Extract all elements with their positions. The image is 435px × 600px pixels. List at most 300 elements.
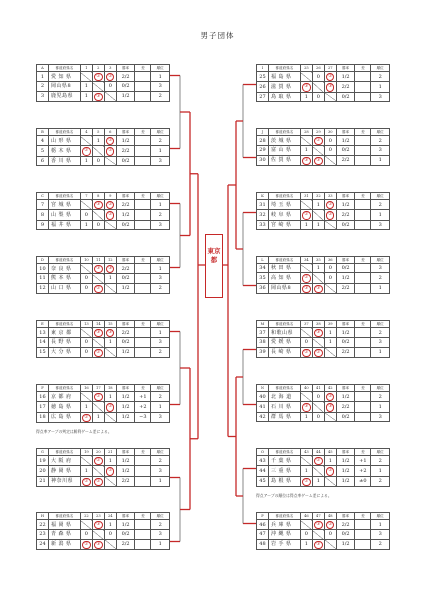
header-cell: 順位 xyxy=(371,257,390,264)
group-table-l xyxy=(256,256,390,294)
point-diff xyxy=(135,456,151,466)
group-header-row xyxy=(37,65,170,72)
team-row xyxy=(257,539,390,549)
team-number: 36 xyxy=(257,283,269,293)
point-diff xyxy=(135,220,151,229)
header-cell: 40 xyxy=(300,385,312,392)
team-name: 富 山 県 xyxy=(268,146,300,155)
team-number: 15 xyxy=(37,347,49,357)
header-cell: 勝率 xyxy=(336,385,355,392)
header-cell: 勝率 xyxy=(336,193,355,200)
match-score-cell: 0 xyxy=(80,210,92,220)
self-match-cell xyxy=(104,220,116,229)
match-score-cell xyxy=(104,72,116,82)
header-cell: 差 xyxy=(135,513,151,520)
group-rank: 1 xyxy=(151,476,170,486)
match-score-cell xyxy=(80,476,92,486)
win-rate: 0/2 xyxy=(336,338,355,347)
header-cell: 6 xyxy=(104,129,116,136)
team-number: 48 xyxy=(257,539,269,549)
team-row xyxy=(37,466,170,476)
group-rank: 3 xyxy=(371,264,390,273)
match-score-cell: 1 xyxy=(312,200,324,210)
team-row xyxy=(37,412,170,422)
self-match-cell xyxy=(104,539,116,549)
header-cell: 7 xyxy=(80,193,92,200)
self-match-cell xyxy=(92,82,104,91)
win-score-circle: ② xyxy=(94,393,102,401)
header-cell: 14 xyxy=(92,321,104,328)
win-rate: 0/2 xyxy=(116,82,135,91)
point-diff xyxy=(355,146,371,155)
win-score-circle: ② xyxy=(106,201,114,209)
match-score-cell: 1 xyxy=(324,456,336,466)
group-rank: 2 xyxy=(151,347,170,357)
win-score-circle: ② xyxy=(94,478,102,486)
group-table-f xyxy=(36,384,170,423)
point-diff xyxy=(135,72,151,82)
header-cell: 順位 xyxy=(151,513,170,520)
team-number: 18 xyxy=(37,412,49,422)
self-match-cell xyxy=(92,530,104,539)
team-name: 新 潟 県 xyxy=(48,539,80,549)
group-rank: 2 xyxy=(371,456,390,466)
team-row xyxy=(257,476,390,486)
header-cell: 23 xyxy=(92,513,104,520)
group-rank: 1 xyxy=(151,328,170,338)
win-rate: 1/2 xyxy=(336,200,355,210)
match-score-cell xyxy=(312,539,324,549)
match-score-cell xyxy=(312,328,324,338)
team-number: 40 xyxy=(257,392,269,402)
team-row xyxy=(257,402,390,412)
win-score-circle: ② xyxy=(94,349,102,357)
win-rate: 1/2 xyxy=(336,456,355,466)
win-rate: 1/2 xyxy=(336,72,355,82)
win-score-circle: ② xyxy=(82,147,90,155)
win-score-circle: ② xyxy=(302,274,310,282)
team-name: 大 分 県 xyxy=(48,347,80,357)
self-match-cell xyxy=(92,146,104,156)
win-rate: 0/2 xyxy=(336,146,355,155)
team-name: 宮 城 県 xyxy=(48,200,80,210)
match-score-cell xyxy=(312,456,324,466)
win-score-circle: ② xyxy=(326,393,334,401)
group-header-row xyxy=(37,257,170,264)
win-rate: 0/2 xyxy=(116,156,135,165)
header-cell: 16 xyxy=(80,385,92,392)
match-score-cell xyxy=(324,210,336,220)
header-cell: 差 xyxy=(355,385,371,392)
team-name: 千 葉 県 xyxy=(268,456,300,466)
self-match-cell xyxy=(92,466,104,476)
win-score-circle: ③ xyxy=(302,403,310,411)
match-score-cell: 1 xyxy=(300,412,312,421)
header-cell: 勝率 xyxy=(116,449,135,456)
win-rate: 2/2 xyxy=(116,200,135,210)
self-match-cell xyxy=(312,402,324,412)
group-rank: 1 xyxy=(371,520,390,530)
point-diff xyxy=(355,520,371,530)
self-match-cell xyxy=(104,476,116,486)
match-score-cell: 1 xyxy=(80,220,92,229)
team-number: 33 xyxy=(257,220,269,229)
header-cell: 勝率 xyxy=(116,385,135,392)
point-diff xyxy=(355,530,371,539)
match-score-cell xyxy=(312,136,324,146)
team-number: 22 xyxy=(37,520,49,530)
win-score-circle: ② xyxy=(326,73,334,81)
win-rate: 1/2 xyxy=(336,392,355,402)
group-header-row xyxy=(37,449,170,456)
match-score-cell: 1 xyxy=(104,392,116,402)
match-score-cell xyxy=(300,155,312,165)
group-rank: 3 xyxy=(371,220,390,229)
point-diff: +2 xyxy=(355,466,371,476)
group-rank: 3 xyxy=(371,338,390,347)
team-row xyxy=(37,328,170,338)
left-note: 得点率アーブの判定は勝利ゲーム差による。 xyxy=(36,429,112,434)
self-match-cell xyxy=(300,264,312,273)
team-row xyxy=(257,200,390,210)
team-row xyxy=(257,220,390,229)
group-header-row xyxy=(37,193,170,200)
match-score-cell: 1 xyxy=(312,220,324,229)
header-cell: 20 xyxy=(92,449,104,456)
header-cell: 10 xyxy=(80,257,92,264)
team-name: 山 口 県 xyxy=(48,283,80,293)
group-rank: 3 xyxy=(151,338,170,347)
header-cell: 36 xyxy=(324,257,336,264)
point-diff xyxy=(355,283,371,293)
header-cell: 47 xyxy=(312,513,324,520)
point-diff xyxy=(135,82,151,91)
header-cell: 45 xyxy=(324,449,336,456)
header-cell: 11 xyxy=(92,257,104,264)
team-row xyxy=(257,347,390,357)
group-header-row xyxy=(257,129,390,136)
team-row xyxy=(257,264,390,273)
header-cell: 17 xyxy=(92,385,104,392)
match-score-cell: 1 xyxy=(104,338,116,347)
header-cell: 順位 xyxy=(151,449,170,456)
team-number: 27 xyxy=(257,92,269,101)
team-number: 42 xyxy=(257,412,269,421)
win-rate: 0/2 xyxy=(116,274,135,283)
team-number: 2 xyxy=(37,82,49,91)
point-diff xyxy=(135,210,151,220)
header-cell: 順位 xyxy=(151,65,170,72)
match-score-cell xyxy=(92,539,104,549)
page-title: 男子団体 xyxy=(200,31,235,40)
team-name: 岡山県8 xyxy=(268,283,300,293)
self-match-cell xyxy=(300,72,312,82)
win-score-circle: ② xyxy=(82,478,90,486)
group-rank: 1 xyxy=(371,466,390,476)
win-score-circle: ② xyxy=(326,467,334,475)
group-table-m xyxy=(256,320,390,358)
header-cell: F xyxy=(37,385,49,392)
match-score-cell xyxy=(300,273,312,283)
team-number: 21 xyxy=(37,476,49,486)
self-match-cell xyxy=(324,347,336,357)
group-table-k xyxy=(256,192,390,230)
match-score-cell: 0 xyxy=(104,82,116,91)
win-score-circle: ② xyxy=(82,414,90,422)
header-cell: 27 xyxy=(324,65,336,72)
header-cell: 26 xyxy=(312,65,324,72)
match-score-cell xyxy=(104,200,116,210)
match-score-cell xyxy=(92,328,104,338)
win-rate: 2/2 xyxy=(336,155,355,165)
win-rate: 1/2 xyxy=(116,402,135,412)
team-number: 13 xyxy=(37,328,49,338)
team-name: 島 根 県 xyxy=(268,476,300,486)
team-name: 兵 庫 県 xyxy=(268,520,300,530)
header-cell: 都道府県名 xyxy=(268,449,300,456)
team-name: 東 京 都 xyxy=(48,328,80,338)
win-score-circle: ② xyxy=(302,478,310,486)
header-cell: 18 xyxy=(104,385,116,392)
match-score-cell xyxy=(92,392,104,402)
group-table-p xyxy=(256,512,390,550)
win-score-circle: ③ xyxy=(94,93,102,101)
group-header-row xyxy=(37,129,170,136)
win-rate: 0/2 xyxy=(116,220,135,229)
win-rate: 1/2 xyxy=(336,539,355,549)
header-cell: A xyxy=(37,65,49,72)
team-name: 山 梨 県 xyxy=(48,210,80,220)
team-row xyxy=(257,338,390,347)
right-note: 得点アーブの順位は得点率ゲーム差による。 xyxy=(256,493,332,498)
point-diff xyxy=(355,539,371,549)
group-header-row xyxy=(257,385,390,392)
match-score-cell: 0 xyxy=(324,136,336,146)
group-header-row xyxy=(257,449,390,456)
point-diff xyxy=(355,220,371,229)
win-score-circle: ② xyxy=(314,137,322,145)
team-number: 45 xyxy=(257,476,269,486)
win-rate: 1/2 xyxy=(116,210,135,220)
group-rank: 1 xyxy=(371,402,390,412)
point-diff xyxy=(355,264,371,273)
match-score-cell: 0 xyxy=(80,530,92,539)
team-number: 3 xyxy=(37,91,49,101)
match-score-cell xyxy=(324,402,336,412)
team-row xyxy=(257,328,390,338)
self-match-cell xyxy=(324,283,336,293)
header-cell: 38 xyxy=(312,321,324,328)
group-rank: 2 xyxy=(371,392,390,402)
self-match-cell xyxy=(324,412,336,421)
self-match-cell xyxy=(312,338,324,347)
self-match-cell xyxy=(104,156,116,165)
win-rate: 1/2 xyxy=(116,520,135,530)
self-match-cell xyxy=(80,72,92,82)
win-rate: 1/2 xyxy=(116,456,135,466)
win-rate: 1/2 xyxy=(336,466,355,476)
match-score-cell xyxy=(300,476,312,486)
match-score-cell xyxy=(300,283,312,293)
point-diff xyxy=(135,136,151,146)
team-name: 熊 本 県 xyxy=(48,274,80,283)
match-score-cell: 1 xyxy=(300,146,312,155)
header-cell: 勝率 xyxy=(116,193,135,200)
header-cell: L xyxy=(257,257,269,264)
team-number: 1 xyxy=(37,72,49,82)
group-table-h xyxy=(36,512,170,550)
self-match-cell xyxy=(324,539,336,549)
self-match-cell xyxy=(300,392,312,402)
team-number: 24 xyxy=(37,539,49,549)
group-header-row xyxy=(37,385,170,392)
match-score-cell: 1 xyxy=(300,220,312,229)
match-score-cell: 0 xyxy=(92,156,104,165)
point-diff: −3 xyxy=(135,412,151,422)
header-cell: 都道府県名 xyxy=(268,513,300,520)
header-cell: 21 xyxy=(104,449,116,456)
win-score-circle: ③ xyxy=(314,329,322,337)
group-header-row xyxy=(257,513,390,520)
group-table-a xyxy=(36,64,170,102)
header-cell: 差 xyxy=(135,385,151,392)
point-diff xyxy=(355,412,371,421)
header-cell: 順位 xyxy=(151,385,170,392)
win-rate: 0/2 xyxy=(336,264,355,273)
self-match-cell xyxy=(104,412,116,422)
team-name: 愛 知 県 xyxy=(48,72,80,82)
point-diff xyxy=(355,392,371,402)
win-score-circle: ② xyxy=(302,211,310,219)
point-diff xyxy=(135,539,151,549)
team-number: 19 xyxy=(37,456,49,466)
group-rank: 3 xyxy=(151,82,170,91)
group-table-c xyxy=(36,192,170,230)
team-name: 広 島 県 xyxy=(48,412,80,422)
match-score-cell: 1 xyxy=(80,156,92,165)
win-rate: 1/2 xyxy=(336,136,355,146)
win-rate: 1/2 xyxy=(116,91,135,101)
match-score-cell: 1 xyxy=(80,91,92,101)
header-cell: 3 xyxy=(104,65,116,72)
group-rank: 3 xyxy=(151,156,170,165)
team-row xyxy=(37,347,170,357)
win-rate: 1/2 xyxy=(116,347,135,357)
win-rate: 2/2 xyxy=(336,520,355,530)
header-cell: 差 xyxy=(355,129,371,136)
team-name: 石 川 県 xyxy=(268,402,300,412)
point-diff xyxy=(135,530,151,539)
point-diff xyxy=(135,264,151,274)
self-match-cell xyxy=(92,210,104,220)
header-cell: 37 xyxy=(300,321,312,328)
header-cell: C xyxy=(37,193,49,200)
win-rate: 2/2 xyxy=(336,210,355,220)
header-cell: H xyxy=(37,513,49,520)
header-cell: 順位 xyxy=(371,513,390,520)
self-match-cell xyxy=(300,520,312,530)
win-score-circle: ③ xyxy=(302,157,310,165)
self-match-cell xyxy=(300,328,312,338)
team-name: 和歌山県 xyxy=(268,328,300,338)
match-score-cell: 1 xyxy=(300,92,312,101)
header-cell: 都道府県名 xyxy=(48,257,80,264)
header-cell: 13 xyxy=(80,321,92,328)
win-score-circle: ③ xyxy=(94,265,102,273)
team-number: 46 xyxy=(257,520,269,530)
match-score-cell xyxy=(104,210,116,220)
team-row xyxy=(37,156,170,165)
group-rank: 1 xyxy=(151,146,170,156)
win-score-circle: ② xyxy=(106,147,114,155)
point-diff xyxy=(135,200,151,210)
team-number: 37 xyxy=(257,328,269,338)
header-cell: 25 xyxy=(300,65,312,72)
team-name: 徳 島 県 xyxy=(48,402,80,412)
group-header-row xyxy=(257,321,390,328)
group-rank: 3 xyxy=(371,92,390,101)
team-number: 47 xyxy=(257,530,269,539)
match-score-cell xyxy=(104,328,116,338)
header-cell: 順位 xyxy=(371,65,390,72)
header-cell: 差 xyxy=(135,129,151,136)
group-rank: 2 xyxy=(151,456,170,466)
point-diff xyxy=(135,466,151,476)
self-match-cell xyxy=(80,456,92,466)
team-number: 7 xyxy=(37,200,49,210)
match-score-cell xyxy=(324,72,336,82)
team-number: 20 xyxy=(37,466,49,476)
team-name: 大 阪 府 xyxy=(48,456,80,466)
group-table-g xyxy=(36,448,170,487)
point-diff xyxy=(135,476,151,486)
team-row xyxy=(257,82,390,92)
team-number: 41 xyxy=(257,402,269,412)
team-name: 長 崎 県 xyxy=(268,347,300,357)
header-cell: E xyxy=(37,321,49,328)
group-rank: 1 xyxy=(371,82,390,92)
team-number: 8 xyxy=(37,210,49,220)
header-cell: 都道府県名 xyxy=(48,513,80,520)
self-match-cell xyxy=(92,338,104,347)
team-row xyxy=(37,539,170,549)
self-match-cell xyxy=(104,347,116,357)
header-cell: K xyxy=(257,193,269,200)
team-row xyxy=(257,273,390,283)
team-name: 静 岡 県 xyxy=(48,466,80,476)
team-name: 福 岡 県 xyxy=(48,520,80,530)
team-number: 11 xyxy=(37,274,49,283)
team-row xyxy=(37,72,170,82)
point-diff xyxy=(355,210,371,220)
header-cell: 4 xyxy=(80,129,92,136)
point-diff xyxy=(355,72,371,82)
match-score-cell xyxy=(80,412,92,422)
group-rank: 1 xyxy=(371,347,390,357)
header-cell: 勝率 xyxy=(116,129,135,136)
header-cell: 順位 xyxy=(151,129,170,136)
win-rate: 1/2 xyxy=(336,476,355,486)
match-score-cell xyxy=(300,210,312,220)
team-row xyxy=(37,146,170,156)
match-score-cell xyxy=(324,200,336,210)
header-cell: 34 xyxy=(300,257,312,264)
header-cell: 42 xyxy=(324,385,336,392)
group-rank: 2 xyxy=(371,273,390,283)
win-rate: 0/2 xyxy=(116,338,135,347)
header-cell: 41 xyxy=(312,385,324,392)
win-score-circle: ② xyxy=(94,457,102,465)
